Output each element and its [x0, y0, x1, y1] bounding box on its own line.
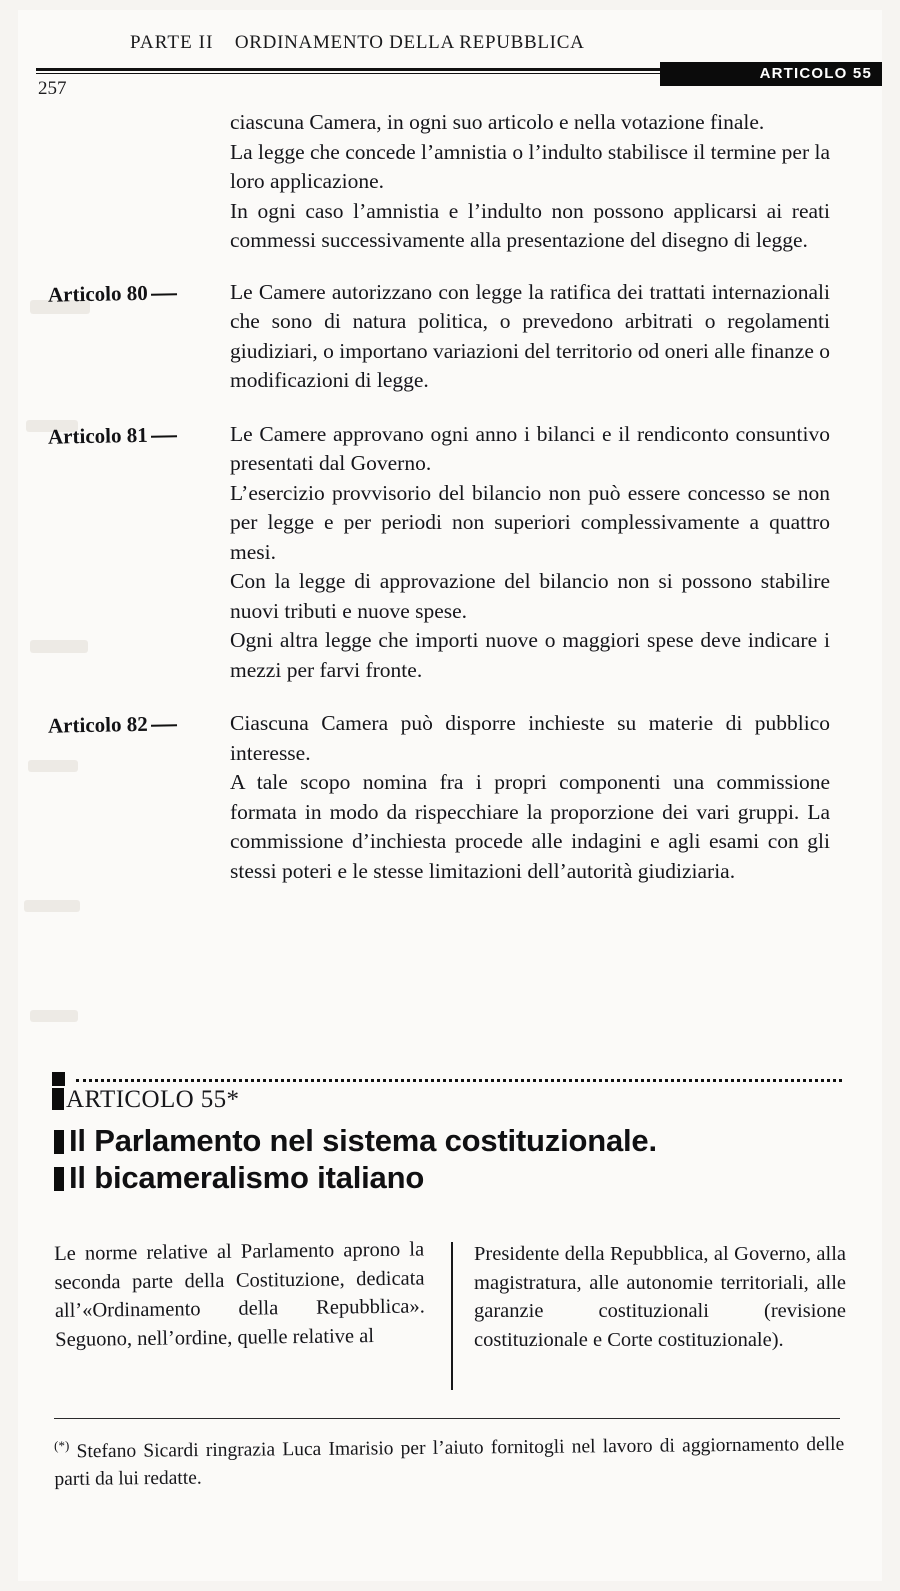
article-label-text: Articolo 80 — [47, 280, 148, 307]
square-bullet-icon — [54, 1130, 64, 1154]
article-tab-label: ARTICOLO 55 — [759, 65, 872, 82]
intro-columns — [54, 1240, 844, 1396]
paragraph: Con la legge di approvazione del bilancio non si possono stabilire nuovi tributi e nuove spese. — [230, 569, 830, 623]
running-head — [130, 32, 585, 54]
paragraph: Le Camere approvano ogni anno i bilanci e il rendiconto consuntivo presentati dal Governo. — [230, 421, 830, 475]
intro-column-left: Le norme relative al Parlamento aprono la seconda parte della Costituzione, dedicata all’«Ordinamento della Repubblica». Seguono, nell’ordine, quelle relative al — [54, 1238, 425, 1351]
scan-smudge — [24, 900, 80, 912]
paragraph: A tale scopo nomina fra i propri componenti una commissione formata in modo da rispecchiare la proporzione dei vari gruppi. La commissione d’inchiesta procede alle indagini e agli esami con gli stessi poteri e le stesse limitazioni dell’autorità giudiziaria. — [230, 770, 830, 883]
paragraph: L’esercizio provvisorio del bilancio non può essere concesso se non per legge e per periodi non superiori complessivamente a quattro mesi. — [230, 480, 830, 564]
section-title-line-1-wrap — [54, 1122, 854, 1159]
footnote-rule — [54, 1418, 840, 1419]
scan-smudge — [28, 760, 78, 772]
footnote-marker: (*) — [54, 1437, 70, 1453]
column-divider — [451, 1242, 453, 1390]
paragraph: Ogni altra legge che importi nuove o maggiori spese deve indicare i mezzi per farvi fronte. — [230, 628, 830, 682]
article-label-text: Articolo 82 — [47, 711, 148, 738]
continuation-block — [230, 108, 830, 256]
paragraph: La legge che concede l’amnistia o l’indulto stabilisce il termine per la loro applicazione. — [230, 139, 830, 193]
article-80-block — [47, 278, 830, 396]
square-bullet-icon — [52, 1072, 65, 1086]
section-kicker-label: ARTICOLO 55* — [66, 1086, 240, 1113]
label-dash — [151, 724, 177, 726]
article-label-82 — [48, 708, 229, 741]
dotted-rule — [76, 1079, 842, 1082]
section-separator — [52, 1072, 842, 1086]
scan-smudge — [30, 640, 88, 653]
square-bullet-icon — [52, 1088, 64, 1110]
section-title — [54, 1122, 854, 1196]
article-label-81 — [48, 419, 229, 452]
article-column — [47, 108, 830, 886]
section-title-line-1: Il Parlamento nel sistema costituzionale. — [69, 1123, 657, 1158]
square-bullet-icon — [54, 1167, 64, 1191]
paragraph: Le Camere autorizzano con legge la ratifica dei trattati internazionali che sono di natura politica, o prevedono arbitrati o regolamenti giudiziari, o importano variazioni del territorio od oneri alle finanze o modificazioni di legge. — [230, 279, 830, 392]
article-tab — [660, 62, 882, 86]
label-dash — [151, 435, 177, 437]
paragraph: In ogni caso l’amnistia e l’indulto non possono applicarsi ai reati commessi successivamente alla presentazione del disegno di legge. — [230, 198, 830, 252]
scan-smudge — [30, 1010, 78, 1022]
footnote — [54, 1424, 845, 1492]
section-kicker — [52, 1086, 652, 1114]
footnote-text: Stefano Sicardi ringrazia Luca Imarisio per l’aiuto fornitogli nel lavoro di aggiornamento delle parti da lui redatte. — [54, 1433, 845, 1490]
running-head-title: ORDINAMENTO DELLA REPUBBLICA — [234, 32, 585, 53]
intro-column-right: Presidente della Repubblica, al Governo, alla magistratura, alle autonomie territoriali, alle garanzie costituzionali (revisione costituzionale e Corte costituzionale). — [474, 1243, 846, 1351]
running-head-part: PARTE II — [130, 32, 214, 53]
section-title-line-2: Il bicameralismo italiano — [69, 1160, 425, 1195]
section-title-line-2-wrap — [54, 1159, 854, 1196]
label-dash — [151, 293, 177, 295]
paragraph: Ciascuna Camera può disporre inchieste su materie di pubblico interesse. — [230, 711, 830, 765]
article-82-block — [47, 709, 830, 886]
folio-number: 257 — [38, 78, 67, 99]
article-label-text: Articolo 81 — [47, 422, 148, 449]
article-label-80 — [48, 277, 229, 310]
article-81-block — [47, 420, 830, 686]
paragraph: ciascuna Camera, in ogni suo articolo e nella votazione finale. — [230, 110, 765, 134]
